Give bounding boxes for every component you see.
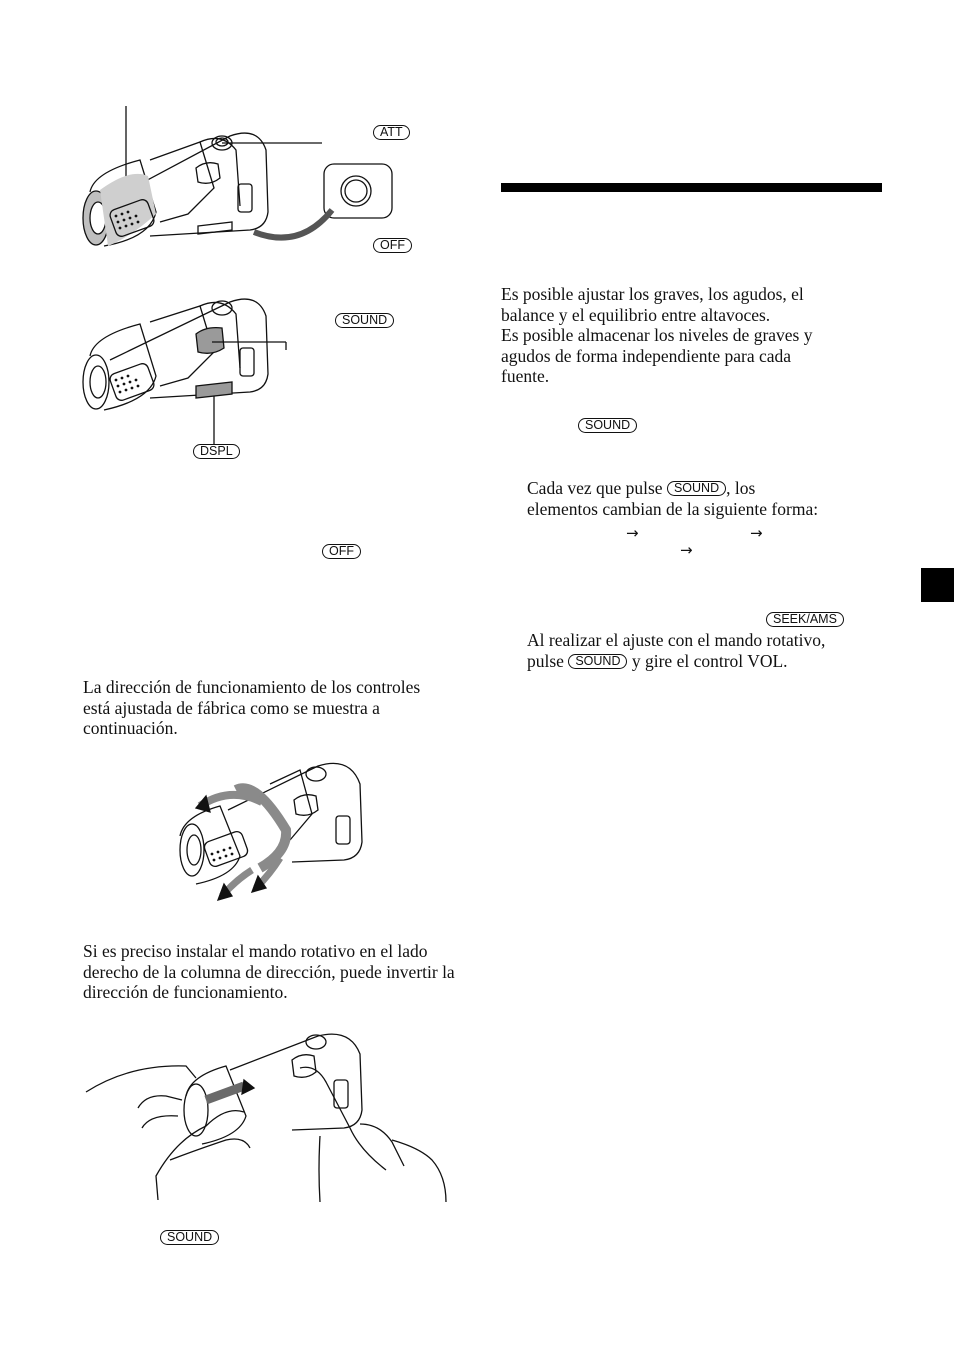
intro-line-3: Es posible almacenar los niveles de graves y	[501, 325, 813, 345]
intro-line-2: balance y el equilibrio entre altavoces.	[501, 304, 771, 325]
intro-line-4: agudos de forma independiente para cada	[501, 345, 792, 366]
att-button-label: ATT	[373, 125, 410, 140]
cada-prefix: Cada vez que pulse	[527, 478, 663, 498]
rotary-suffix: y gire el control VOL.	[631, 650, 788, 671]
sound-button-label-bottom: SOUND	[160, 1230, 219, 1245]
rotary-line-1: Al realizar el ajuste con el mando rotativo,	[527, 630, 826, 650]
sound-button-label-fig2: SOUND	[335, 313, 394, 328]
arrow-3: →	[680, 541, 693, 559]
direction-paragraph: La dirección de funcionamiento de los controles está ajustada de fábrica como se muestra a continuación.	[83, 677, 421, 738]
seek-ams-button-label: SEEK/AMS	[766, 612, 844, 627]
cada-paragraph	[527, 478, 887, 519]
off-button-label-top: OFF	[373, 238, 412, 253]
rotary-paragraph	[527, 630, 887, 671]
sound-button-label-right: SOUND	[578, 418, 637, 433]
rotary-sound-button: SOUND	[568, 654, 627, 669]
rotary-prefix: pulse	[527, 650, 564, 671]
arrow-1: →	[626, 524, 639, 542]
cada-line-2: elementos cambian de la siguiente forma:	[527, 498, 819, 519]
intro-line-1: Es posible ajustar los graves, los agudos, el	[501, 284, 804, 304]
dspl-button-label: DSPL	[193, 444, 240, 459]
section-rule	[501, 183, 882, 192]
section-side-tab	[921, 568, 954, 602]
intro-line-5: fuente.	[501, 366, 550, 386]
invert-paragraph: Si es preciso instalar el mando rotativo en el lado derecho de la columna de dirección, puede invertir la dirección de funcionamiento.	[83, 941, 455, 1002]
cada-sound-button: SOUND	[667, 481, 726, 496]
intro-paragraph	[501, 284, 881, 387]
cada-suffix: , los	[726, 478, 756, 498]
off-button-label-mid: OFF	[322, 544, 361, 559]
arrow-2: →	[750, 524, 763, 542]
